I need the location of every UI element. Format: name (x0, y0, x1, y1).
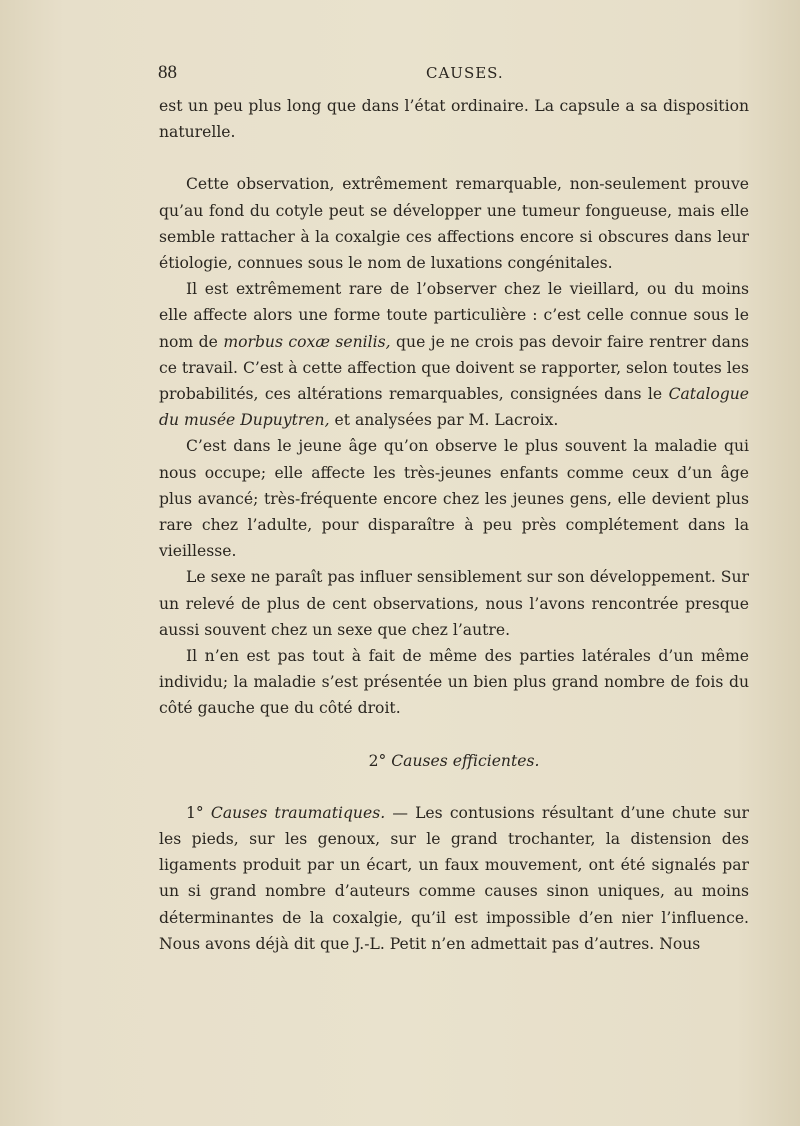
italic-title: Catalogue du musée Dupuytren, (159, 385, 749, 430)
italic-subheading: Causes traumatiques. (210, 803, 386, 822)
page-body (159, 93, 749, 957)
text-run: que je ne crois pas devoir faire rentrer dans ce travail. C’est à cette affection que doivent se rapporter, selon toutes les probabilités, ces altérations remarquables, consignées dans le (159, 332, 750, 404)
section-number: 2° (368, 751, 387, 770)
text-run: Il est extrêmement rare de l’observer chez le vieillard, ou du moins elle affecte alors une forme toute particulière : c’est celle connue sous le nom de (159, 280, 749, 351)
paragraph-continuation: est un peu plus long que dans l’état ordinaire. La capsule a sa disposition naturelle. (159, 97, 749, 142)
section-heading (159, 748, 749, 774)
page-number: 88 (158, 62, 177, 83)
paragraph-jeune-age: C’est dans le jeune âge qu’on observe le plus souvent la maladie qui nous occupe; elle affecte les très-jeunes enfants comme ceux d’un âge plus avancé; très-fréquente encore chez les jeunes gens, elle devient plus rare chez l’adulte, pour disparaître à peu près complétement dans la vieillesse. (159, 437, 749, 561)
item-number: 1° (186, 803, 204, 822)
paragraph-vieillard (159, 276, 749, 433)
paragraph-observation: Cette observation, extrêmement remarquable, non-seulement prouve qu’au fond du cotyle peut se développer une tumeur fongueuse, mais elle semble rattacher à la coxalgie ces affections encore si obscures dans leur étiologie, connues sous le nom de luxations congénitales. (159, 175, 749, 273)
paragraph-causes-traumatiques (159, 800, 749, 957)
page-header (158, 62, 750, 88)
paragraph-sexe: Le sexe ne paraît pas influer sensiblement sur son développement. Sur un relevé de plus de cent observations, nous l’avons rencontrée presque aussi souvent chez un sexe que chez l’autre. (159, 568, 749, 639)
section-title: Causes efficientes. (391, 751, 540, 770)
italic-term: morbus coxæ senilis, (223, 332, 391, 351)
paragraph-parties-laterales: Il n’en est pas tout à fait de même des parties latérales d’un même individu; la maladie s’est présentée un bien plus grand nombre de fois du côté gauche que du côté droit. (159, 647, 749, 718)
text-run: — Les contusions résultant d’une chute sur les pieds, sur les genoux, sur le grand trochanter, la distension des ligaments produit par un écart, un faux mouvement, ont été signalés par un si grand nombre d’auteurs comme causes sinon uniques, au moins déterminantes de la coxalgie, qu’il est impossible d’en nier l’influence. Nous avons déjà dit que J.-L. Petit n’en admettait pas d’autres. Nous (159, 803, 749, 953)
text-run: et analysées par M. Lacroix. (329, 411, 559, 430)
running-title: CAUSES. (426, 64, 504, 82)
